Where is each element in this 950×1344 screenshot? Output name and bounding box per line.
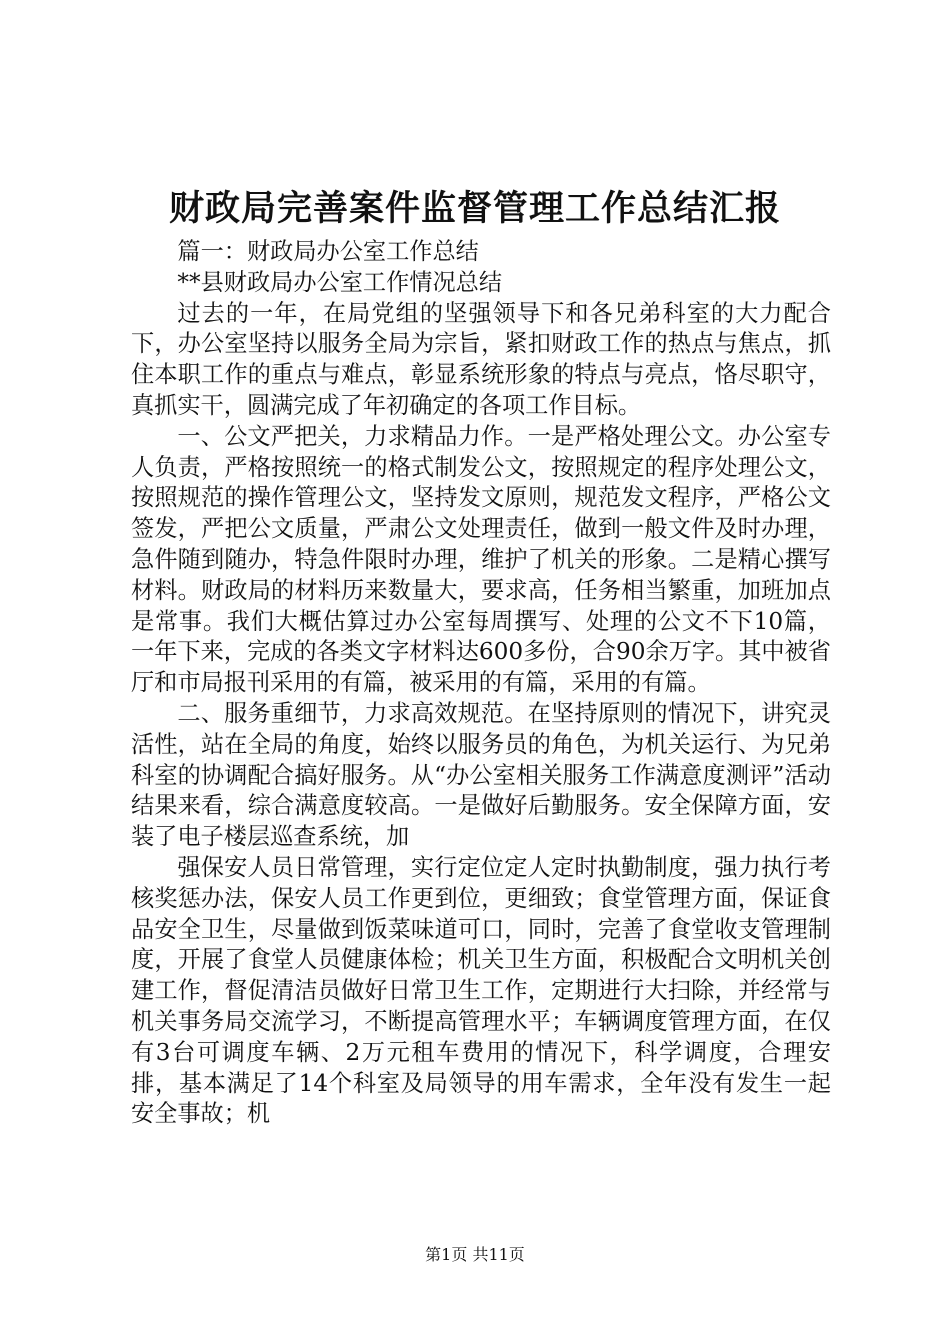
body-paragraph: 二、服务重细节，力求高效规范。在坚持原则的情况下，讲究灵活性，站在全局的角度，始终以服务员的角色，为机关运行、为兄弟科室的协调配合搞好服务。从“办公室相关服务工作满意度测评”活动结果来看，综合满意度较高。一是做好后勤服务。安全保障方面，安装了电子楼层巡查系统，加 [131, 699, 831, 851]
document-body [131, 237, 831, 1130]
section-heading: 篇一：财政局办公室工作总结 [177, 238, 479, 265]
document-title: 财政局完善案件监督管理工作总结汇报 [168, 188, 781, 229]
body-paragraph: 强保安人员日常管理，实行定位定人定时执勤制度，强力执行考核奖惩办法，保安人员工作更到位，更细致；食堂管理方面，保证食品安全卫生，尽量做到饭菜味道可口，同时，完善了食堂收支管理制度，开展了食堂人员健康体检；机关卫生方面，积极配合文明机关创建工作，督促清洁员做好日常卫生工作，定期进行大扫除，并经常与机关事务局交流学习，不断提高管理水平；车辆调度管理方面，在仅有3台可调度车辆、2万元租车费用的情况下，科学调度，合理安排，基本满足了14个科室及局领导的用车需求，全年没有发生一起安全事故；机 [131, 853, 831, 1128]
body-paragraph: 过去的一年，在局党组的坚强领导下和各兄弟科室的大力配合下，办公室坚持以服务全局为宗旨，紧扣财政工作的热点与焦点，抓住本职工作的重点与难点，彰显系统形象的特点与亮点，恪尽职守，真抓实干，圆满完成了年初确定的各项工作目标。 [131, 299, 831, 419]
section-subheading: **县财政局办公室工作情况总结 [177, 268, 503, 296]
body-paragraph: 一、公文严把关，力求精品力作。一是严格处理公文。办公室专人负责，严格按照统一的格式制发公文，按照规定的程序处理公文，按照规范的操作管理公文，坚持发文原则，规范发文程序，严格公文签发，严把公文质量，严肃公文处理责任，做到一般文件及时办理，急件随到随办，特急件限时办理，维护了机关的形象。二是精心撰写材料。财政局的材料历来数量大，要求高，任务相当繁重，加班加点是常事。我们大概估算过办公室每周撰写、处理的公文不下10篇，一年下来，完成的各类文字材料达600多份，合90余万字。其中被省厅和市局报刊采用的有篇，被采用的有篇，采用的有篇。 [131, 422, 831, 697]
page-footer: 第1页 共11页 [425, 1245, 525, 1264]
